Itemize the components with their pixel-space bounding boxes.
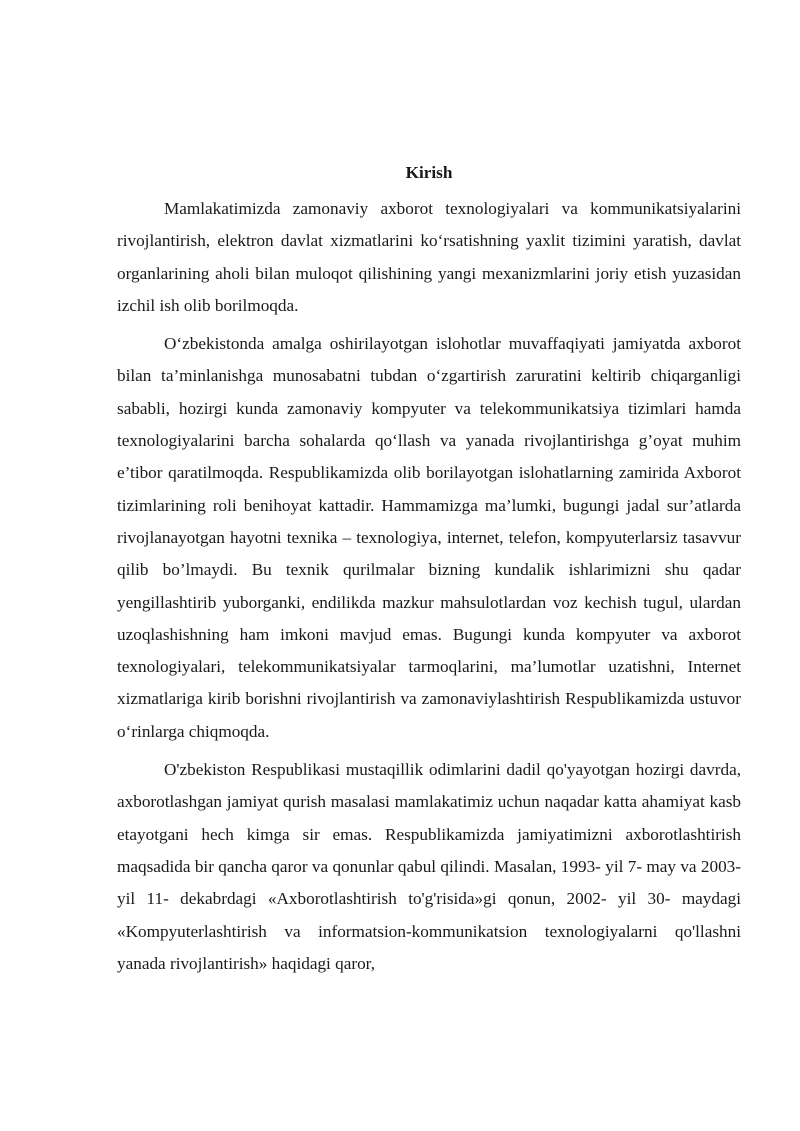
paragraph: Mamlakatimizda zamonaviy axborot texnologiyalari va kommunikatsiyalarini rivojlantirish, elektron davlat xizmatlarini ko‘rsatishning yaxlit tizimini yaratish, davlat organlarining aholi bilan muloqot qilishining yangi mexanizmlarini joriy etish yuzasidan izchil ish olib borilmoqda. — [117, 199, 741, 315]
paragraph: O‘zbekistonda amalga oshirilayotgan islohotlar muvaffaqiyati jamiyatda axborot bilan ta’minlanishga munosabatni tubdan o‘zgartirish zaruratini keltirib chiqarganligi sababli, hozirgi kunda zamonaviy kompyuter va telekommunikatsiya tizimlari hamda texnologiyalarini barcha sohalarda qo‘llash va yanada rivojlantirishga g’oyat muhim e’tibor qaratilmoqda. Respublikamizda olib borilayotgan islohatlarning zamirida Axborot tizimlarining roli benihoyat kattadir. Hammamizga ma’lumki, bugungi jadal sur’atlarda rivojlanayotgan hayotni texnika – texnologiya, internet, telefon, kompyuterlarsiz tasavvur qilib bo’lmaydi. Bu texnik qurilmalar bizning kundalik ishlarimizni shu qadar yengillashtirib yuborganki, endilikda mazkur mahsulotlardan voz kechish tugul, ulardan uzoqlashishning ham imkoni mavjud emas. Bugungi kunda kompyuter va axborot texnologiyalari, telekommunikatsiyalar tarmoqlarini, ma’lumotlar uzatishni, Internet xizmatlariga kirib borishni rivojlantirish va zamonaviylashtirish Respublikamizda ustuvor o‘rinlarga chiqmoqda. — [117, 334, 741, 741]
document-body — [117, 157, 741, 986]
section-heading: Kirish — [405, 163, 453, 182]
paragraph: O'zbekiston Respublikasi mustaqillik odimlarini dadil qo'yayotgan hozirgi davrda, axborotlashgan jamiyat qurish masalasi mamlakatimiz uchun naqadar katta ahamiyat kasb etayotgani hech kimga sir emas. Respublikamizda jamiyatimizni axborotlashtirish maqsadida bir qancha qaror va qonunlar qabul qilindi. Masalan, 1993- yil 7- may va 2003- yil 11- dekabrdagi «Axborotlashtirish to'g'risida»gi qonun, 2002- yil 30- maydagi «Kompyuterlashtirish va informatsion-kommunikatsion texnologiyalarni qo'llashni yanada rivojlantirish» haqidagi qaror, — [117, 760, 741, 973]
